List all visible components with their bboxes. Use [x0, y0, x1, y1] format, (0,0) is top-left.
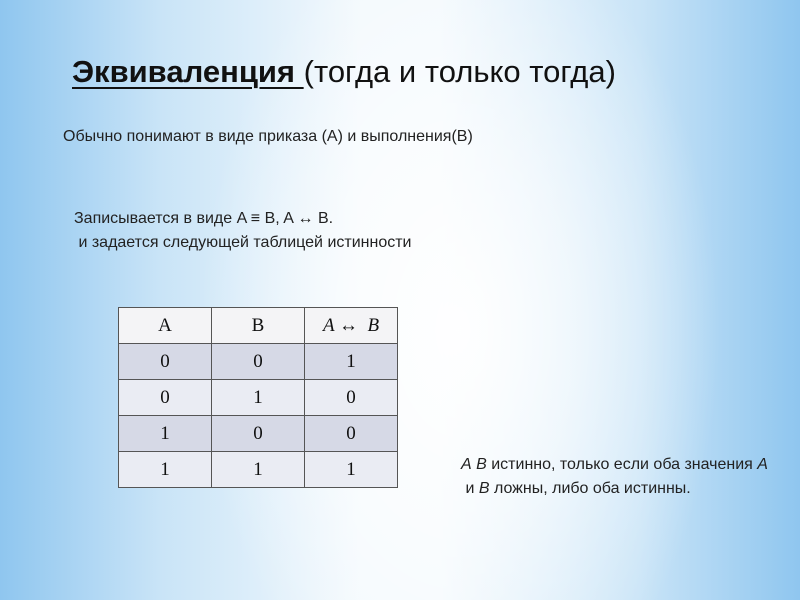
header-equivalence: A ↔ B [305, 308, 398, 344]
header-a: A [119, 308, 212, 344]
table-cell: 1 [212, 380, 305, 416]
table-cell: 1 [119, 452, 212, 488]
note-text-3: ложны, либо оба истинны. [489, 480, 691, 497]
note-var-a: A [461, 456, 472, 473]
table-cell: 1 [119, 416, 212, 452]
note-var-b-2: B [478, 480, 490, 497]
table-row [119, 380, 398, 416]
table-row [119, 416, 398, 452]
table-cell: 0 [212, 416, 305, 452]
truth-table-header-row [119, 308, 398, 344]
truth-table [118, 307, 398, 488]
explanation-note [461, 453, 781, 501]
notation-line-2: и задается следующей таблицей истинности [74, 234, 412, 251]
table-cell: 0 [305, 380, 398, 416]
title-subtitle: (тогда и только тогда) [303, 54, 616, 89]
slide-title [72, 54, 616, 90]
intro-text: Обычно понимают в виде приказа (A) и выполнения(B) [63, 128, 473, 145]
notation-line-1: Записывается в виде A ≡ B, A ↔ B. [74, 210, 334, 227]
table-cell: 1 [212, 452, 305, 488]
table-cell: 0 [119, 344, 212, 380]
table-cell: 1 [305, 452, 398, 488]
table-row [119, 452, 398, 488]
notation-text [74, 207, 411, 255]
table-cell: 0 [119, 380, 212, 416]
header-b: B [212, 308, 305, 344]
note-text-2: и [461, 480, 479, 497]
table-cell: 0 [212, 344, 305, 380]
table-cell: 1 [305, 344, 398, 380]
title-main: Эквиваленция [72, 54, 304, 89]
table-cell: 0 [305, 416, 398, 452]
note-var-b: B [476, 456, 487, 473]
table-row [119, 344, 398, 380]
note-text-1: истинно, только если оба значения [486, 456, 758, 473]
note-var-a-2: A [757, 456, 768, 473]
